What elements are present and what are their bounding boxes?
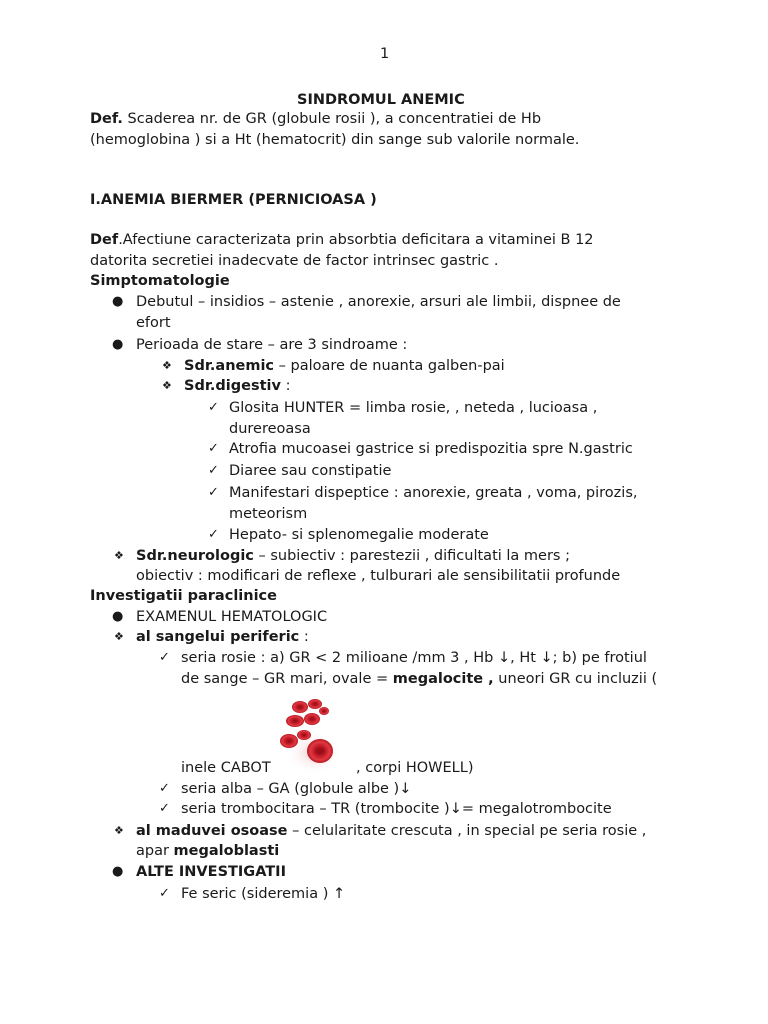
digestiv-item-3: Diaree sau constipatie (229, 463, 392, 479)
bullet-icon: ● (112, 294, 124, 309)
section-heading: I.ANEMIA BIERMER (PERNICIOASA ) (90, 192, 377, 208)
diamond-bullet-icon: ❖ (114, 549, 124, 562)
seria-trombocitara-line: seria trombocitara – TR (trombocite )↓= megalotrombocite (181, 801, 612, 817)
sdr-digestiv-line: Sdr.digestiv : (184, 378, 291, 394)
intro-definition-line-1: Def. Scaderea nr. de GR (globule rosii ), a concentratiei de Hb (90, 111, 542, 127)
simptomatologie-heading: Simptomatologie (90, 273, 230, 289)
checkmark-icon: ✓ (159, 781, 170, 796)
sdr-neurologic-line-1: Sdr.neurologic – subiectiv : parestezii , dificultati la mers ; (136, 548, 570, 564)
digestiv-item-1-line-2: durereoasa (229, 421, 311, 437)
bullet-icon: ● (112, 337, 124, 352)
bullet-icon: ● (112, 864, 124, 879)
section-definition-line-2: datorita secretiei inadecvate de factor intrinsec gastric . (90, 253, 499, 269)
digestiv-item-1-line-1: Glosita HUNTER = limba rosie, , neteda , lucioasa , (229, 400, 598, 416)
digestiv-item-5: Hepato- si splenomegalie moderate (229, 527, 489, 543)
investigatii-heading: Investigatii paraclinice (90, 588, 277, 604)
debut-line-1: Debutul – insidios – astenie , anorexie, arsuri ale limbii, dispnee de (136, 294, 621, 310)
sdr-neurologic-line-2: obiectiv : modificari de reflexe , tulburari ale sensibilitatii profunde (136, 568, 621, 584)
checkmark-icon: ✓ (208, 527, 219, 542)
digestiv-item-2: Atrofia mucoasei gastrice si predispozitia spre N.gastric (229, 441, 633, 457)
checkmark-icon: ✓ (208, 485, 219, 500)
seria-alba-line: seria alba – GA (globule albe )↓ (181, 781, 412, 797)
bullet-icon: ● (112, 609, 124, 624)
diamond-bullet-icon: ❖ (162, 379, 172, 392)
diamond-bullet-icon: ❖ (162, 359, 172, 372)
checkmark-icon: ✓ (208, 441, 219, 456)
diamond-bullet-icon: ❖ (114, 824, 124, 837)
alte-investigatii-heading: ALTE INVESTIGATII (136, 864, 286, 880)
corpi-howell-label: , corpi HOWELL) (356, 760, 474, 776)
checkmark-icon: ✓ (159, 801, 170, 816)
checkmark-icon: ✓ (159, 650, 170, 665)
sange-periferic-line: al sangelui periferic : (136, 629, 309, 645)
checkmark-icon: ✓ (208, 400, 219, 415)
perioada-line: Perioada de stare – are 3 sindroame : (136, 337, 408, 353)
digestiv-item-4-line-2: meteorism (229, 506, 308, 522)
examen-hematologic: EXAMENUL HEMATOLOGIC (136, 609, 328, 625)
diamond-bullet-icon: ❖ (114, 630, 124, 643)
checkmark-icon: ✓ (159, 886, 170, 901)
maduva-osoasa-line-1: al maduvei osoase – celularitate crescuta , in special pe seria rosie , (136, 823, 647, 839)
digestiv-item-4-line-1: Manifestari dispeptice : anorexie, greata , voma, pirozis, (229, 485, 638, 501)
page-number: 1 (380, 46, 390, 62)
section-definition-line-1: Def.Afectiune caracterizata prin absorbtia deficitara a vitaminei B 12 (90, 232, 594, 248)
debut-line-2: efort (136, 315, 171, 331)
seria-rosie-line-2: de sange – GR mari, ovale = megalocite , uneori GR cu incluzii ( (181, 671, 658, 687)
inele-cabot-label: inele CABOT (181, 760, 271, 776)
sdr-anemic-line: Sdr.anemic – paloare de nuanta galben-pai (184, 358, 505, 374)
red-blood-cells-image (276, 695, 342, 775)
checkmark-icon: ✓ (208, 463, 219, 478)
document-title: SINDROMUL ANEMIC (297, 92, 465, 108)
intro-definition-line-2: (hemoglobina ) si a Ht (hematocrit) din sange sub valorile normale. (90, 132, 580, 148)
maduva-osoasa-line-2: apar megaloblasti (136, 843, 280, 859)
seria-rosie-line-1: seria rosie : a) GR < 2 milioane /mm 3 , Hb ↓, Ht ↓; b) pe frotiul (181, 650, 647, 666)
fe-seric-line: Fe seric (sideremia ) ↑ (181, 886, 346, 902)
